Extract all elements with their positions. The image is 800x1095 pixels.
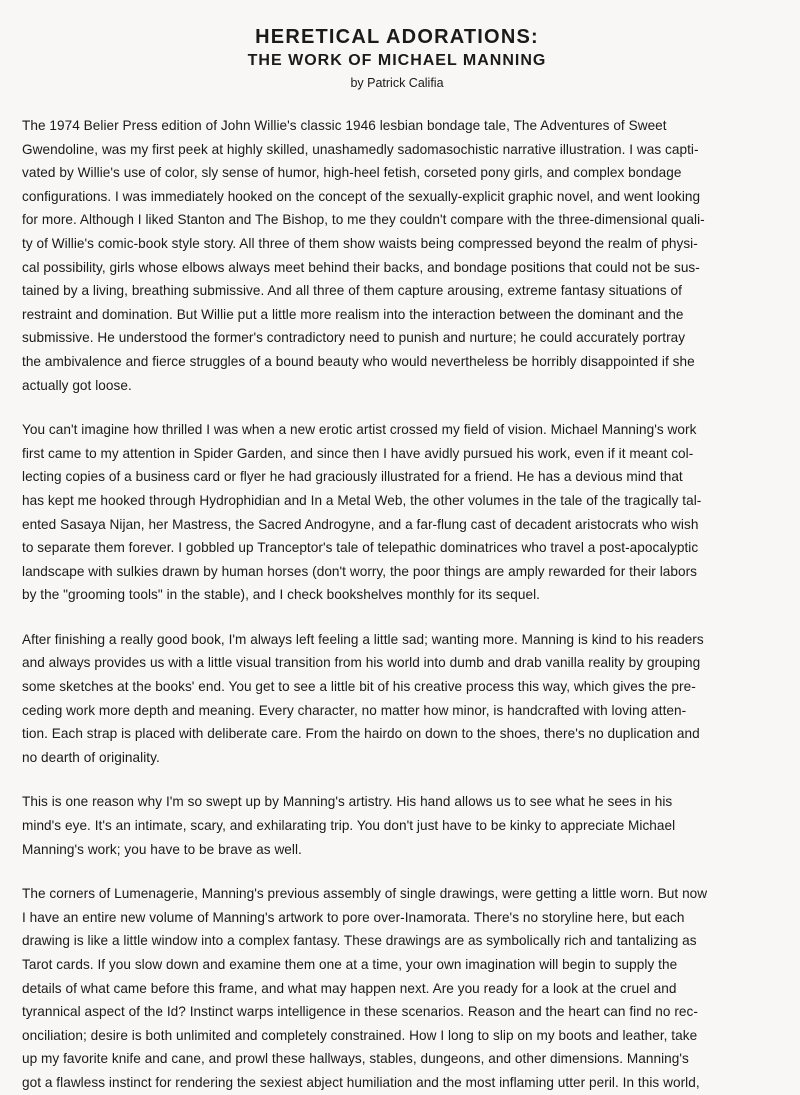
body-paragraph (22, 790, 772, 861)
text-line: details of what came before this frame, and what may happen next. Are you ready for a look at the cruel and (22, 980, 677, 996)
text-line: for more. Although I liked Stanton and The Bishop, to me they couldn't compare with the three-dimensional quali- (22, 212, 705, 228)
text-line: mind's eye. It's an intimate, scary, and exhilarating trip. You don't just have to be kinky to appreciate Michael (22, 818, 676, 834)
text-line: vated by Willie's use of color, sly sense of humor, high-heel fetish, corseted pony girls, and complex bondage (22, 165, 682, 181)
text-line: onciliation; desire is both unlimited and completely constrained. How I long to slip on my boots and leather, take (22, 1027, 698, 1043)
text-line: Manning's work; you have to be brave as well. (22, 841, 302, 857)
text-line: first came to my attention in Spider Garden, and since then I have avidly pursued his work, even if it meant col- (22, 445, 694, 461)
article-title: HERETICAL ADORATIONS: (255, 26, 539, 48)
text-line: restraint and domination. But Willie put a little more realism into the interaction between the dominant and the (22, 306, 684, 322)
text-line: ented Sasaya Nijan, her Mastress, the Sacred Androgyne, and a far-flung cast of decadent aristocrats who wish (22, 516, 699, 532)
text-line: Gwendoline, was my first peek at highly skilled, unashamedly sadomasochistic narrative illustration. I was capti- (22, 141, 699, 157)
text-line: by the "grooming tools" in the stable), and I check bookshelves monthly for its sequel. (22, 587, 540, 603)
article-subtitle: THE WORK OF MICHAEL MANNING (247, 52, 547, 69)
text-line: After finishing a really good book, I'm always left feeling a little sad; wanting more. Manning is kind to his readers (22, 631, 704, 647)
text-line: tyrannical aspect of the Id? Instinct warps intelligence in these scenarios. Reason and the heart can find no rec- (22, 1004, 698, 1020)
text-line: You can't imagine how thrilled I was when a new erotic artist crossed my field of vision. Michael Manning's work (22, 422, 697, 438)
text-line: actually got loose. (22, 377, 132, 393)
text-line: configurations. I was immediately hooked on the concept of the sexually-explicit graphic novel, and went looking (22, 188, 701, 204)
text-line: to separate them forever. I gobbled up Tranceptor's tale of telepathic dominatrices who travel a post-apocalyptic (22, 540, 699, 556)
text-line: ceding work more depth and meaning. Every character, no matter how minor, is handcrafted with loving atten- (22, 702, 687, 718)
text-line: no dearth of originality. (22, 749, 160, 765)
text-line: tained by a living, breathing submissive. And all three of them capture arousing, extreme fantasy situations of (22, 283, 682, 299)
text-line: drawing is like a little window into a complex fantasy. These drawings are as symbolically rich and tantalizing as (22, 933, 697, 949)
body-paragraph (22, 418, 772, 607)
text-line: lecting copies of a business card or flyer he had graciously illustrated for a friend. He has a devious mind that (22, 469, 683, 485)
text-line: Tarot cards. If you slow down and examine them one at a time, your own imagination will begin to supply the (22, 957, 678, 972)
text-line: landscape with sulkies drawn by human horses (don't worry, the poor things are amply rewarded for their labors (22, 563, 698, 579)
text-line: ty of Willie's comic-book style story. All three of them show waists being compressed beyond the realm of physi- (22, 235, 698, 251)
text-line: the ambivalence and fierce struggles of a bound beauty who would nevertheless be horribly disappointed if she (22, 353, 695, 369)
body-paragraph (22, 628, 772, 770)
text-line: cal possibility, girls whose elbows always meet behind their backs, and bondage positions that could not be sus- (22, 259, 700, 275)
text-line: got a flawless instinct for rendering the sexiest abject humiliation and the most inflaming utter peril. In this world, (22, 1074, 700, 1090)
article-body (22, 114, 772, 1095)
text-line: up my favorite knife and cane, and prowl these hallways, stables, dungeons, and other dimensions. Manning's (22, 1051, 689, 1067)
body-paragraph (22, 882, 772, 1094)
text-line: This is one reason why I'm so swept up by Manning's artistry. His hand allows us to see what he sees in his (22, 794, 673, 810)
body-paragraph (22, 114, 772, 397)
text-line: tion. Each strap is placed with deliberate care. From the hairdo on down to the shoes, there's no duplication and (22, 726, 700, 742)
text-line: The corners of Lumenagerie, Manning's previous assembly of single drawings, were getting a little worn. But now (22, 886, 708, 902)
text-line: some sketches at the books' end. You get to see a little bit of his creative process this way, which gives the pre- (22, 679, 696, 695)
text-line: submissive. He understood the former's contradictory need to punish and nurture; he could accurately portray (22, 330, 686, 346)
text-line: and always provides us with a little visual transition from his world into dumb and drab vanilla reality by grouping (22, 655, 701, 671)
text-line: has kept me hooked through Hydrophidian and In a Metal Web, the other volumes in the tale of the tragically tal- (22, 492, 702, 508)
text-line: The 1974 Belier Press edition of John Willie's classic 1946 lesbian bondage tale, The Adventures of Sweet (22, 118, 667, 133)
text-line: I have an entire new volume of Manning's artwork to pore over-Inamorata. There's no storyline here, but each (22, 909, 685, 925)
author-byline: by Patrick Califia (350, 76, 444, 90)
